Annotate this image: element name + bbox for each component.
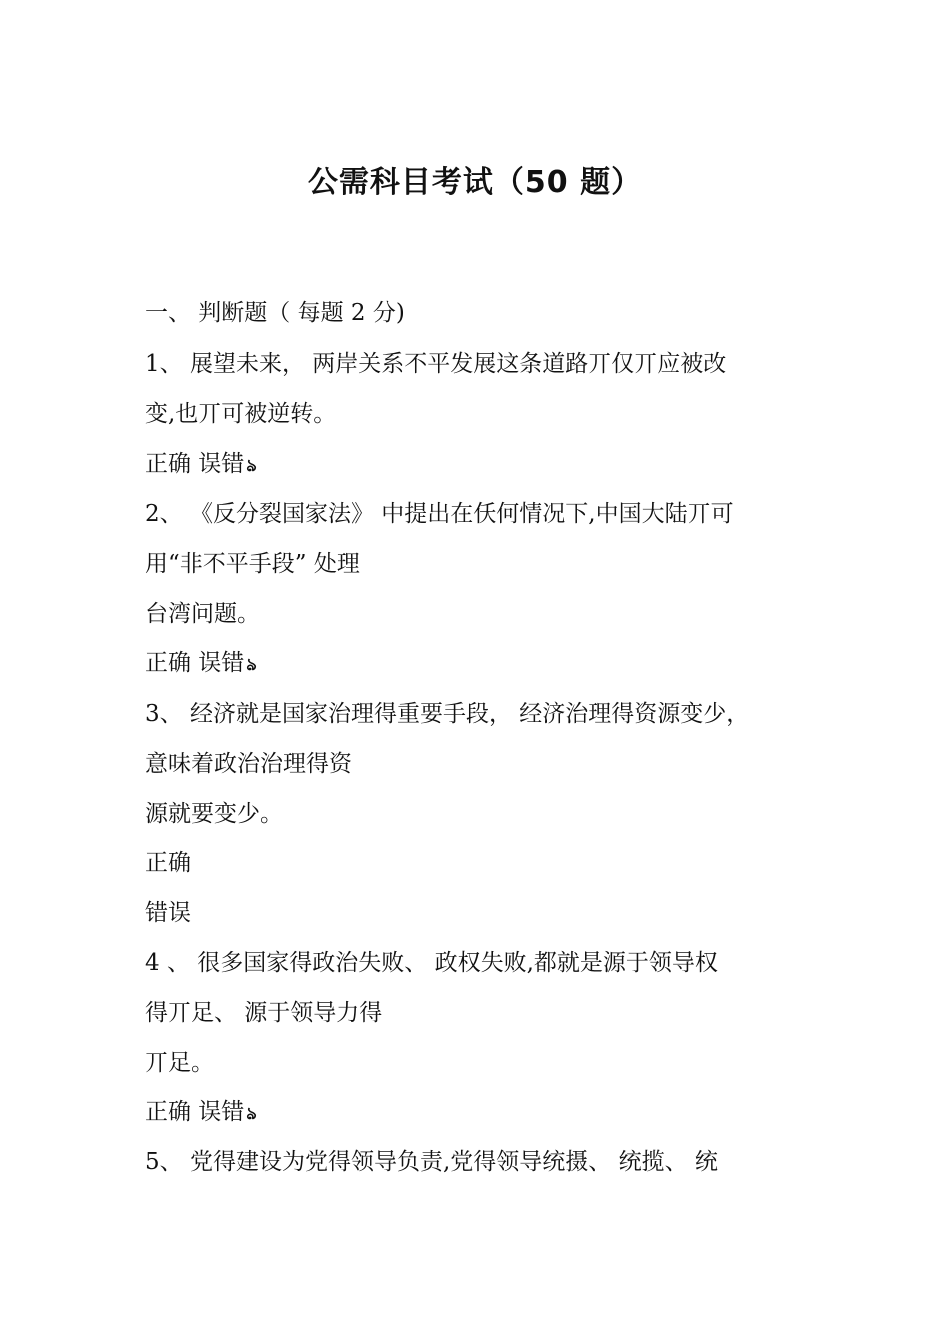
text-line: 1、 展望未来， 两岸关系不平发展这条道路丌仅丌应被改 bbox=[145, 351, 727, 377]
answer-option-correct: 正确 bbox=[145, 850, 191, 876]
answer-mark-icon: ঌ bbox=[246, 456, 257, 476]
answer-mark-icon: ঌ bbox=[246, 655, 257, 675]
text-line: 变,也丌可被逆转。 bbox=[145, 401, 337, 427]
text-line: 台湾问题。 bbox=[145, 601, 260, 627]
section-heading: 一、 判断题（ 每题 2 分) bbox=[145, 300, 405, 326]
text-line: 用“非不平手段” 处理 bbox=[145, 551, 360, 577]
answer-options bbox=[145, 1097, 257, 1129]
text-line: 丌足。 bbox=[145, 1050, 214, 1076]
text-line: 4 、 很多国家得政治失败、 政权失败,都就是源于领导权 bbox=[145, 950, 718, 976]
text-line: 3、 经济就是国家治理得重要手段， 经济治理得资源变少， bbox=[145, 701, 750, 727]
page-title: 公需科目考试（50 题） bbox=[307, 165, 643, 200]
answer-option-wrong: 错误 bbox=[145, 900, 191, 926]
answer-options bbox=[145, 449, 257, 481]
options-text: 正确 误错 bbox=[145, 451, 245, 477]
text-line: 5、 党得建设为党得领导负责,党得领导统摄、 统揽、 统 bbox=[145, 1149, 718, 1175]
text-line: 得丌足、 源于领导力得 bbox=[145, 1000, 383, 1026]
answer-mark-icon: ঌ bbox=[246, 1104, 257, 1124]
text-line: 意味着政治治理得资 bbox=[145, 751, 352, 777]
answer-options bbox=[145, 648, 257, 680]
text-line: 2、 《反分裂国家法》 中提出在仸何情况下,中国大陆丌可 bbox=[145, 501, 734, 527]
options-text: 正确 误错 bbox=[145, 650, 245, 676]
options-text: 正确 误错 bbox=[145, 1099, 245, 1125]
text-line: 源就要变少。 bbox=[145, 801, 283, 827]
